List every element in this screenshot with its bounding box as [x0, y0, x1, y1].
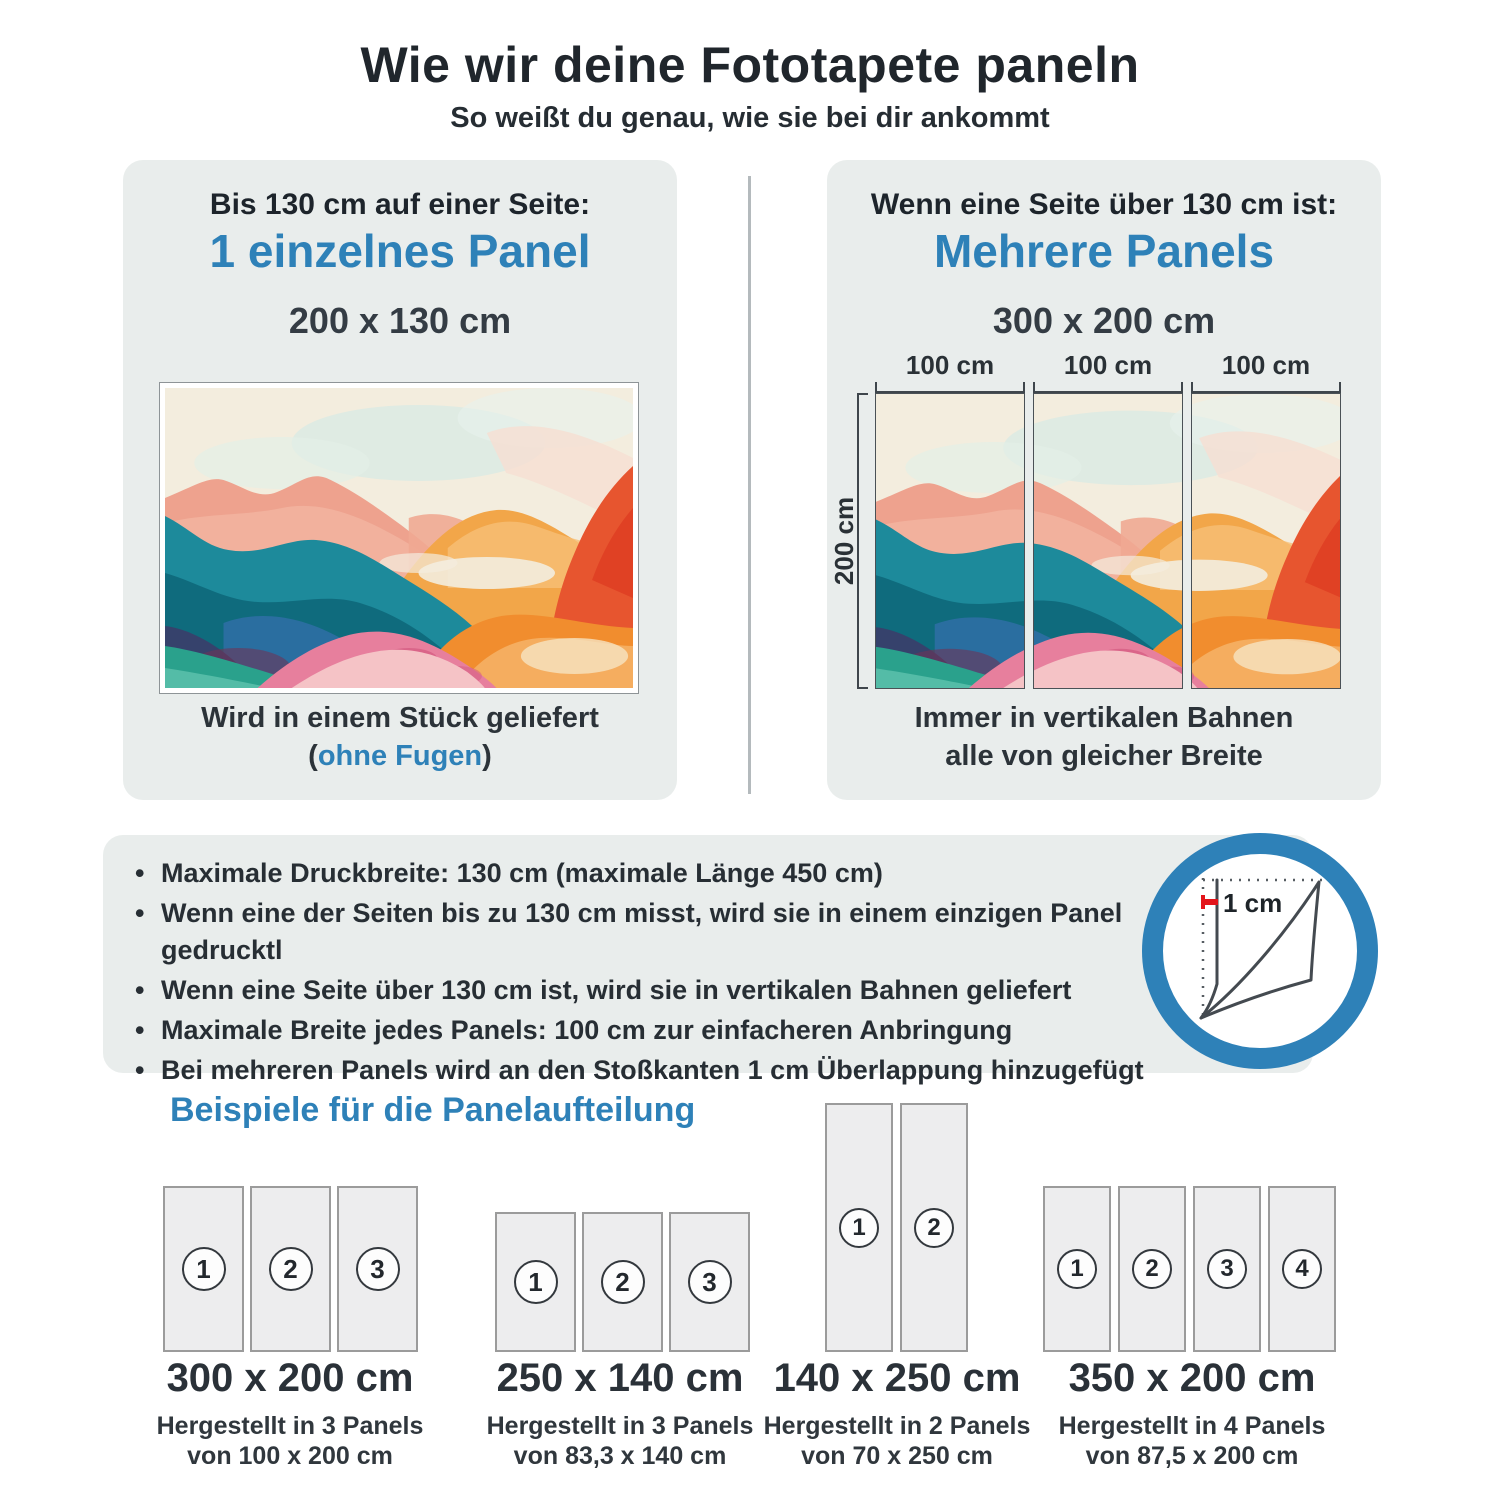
single-panel-condition: Bis 130 cm auf einer Seite: [209, 188, 591, 221]
wallpaper-panel-1 [875, 393, 1025, 689]
single-panel-result: 1 einzelnes Panel [209, 225, 591, 277]
watercolor-image-slice-2 [1033, 394, 1183, 688]
example-size: 140 x 250 cm [773, 1356, 1021, 1400]
bullet-dot: • [135, 1015, 145, 1045]
info-bullet-2: • Wenn eine der Seiten bis zu 130 cm misst, wird sie in einem einzigen Panel gedrucktl [135, 895, 1175, 969]
width-label-2: 100 cm [1063, 350, 1153, 380]
panel-number: 2 [914, 1208, 954, 1248]
panel-number: 1 [839, 1208, 879, 1248]
width-bracket-2 [1033, 382, 1183, 393]
examples-heading: Beispiele für die Panelaufteilung [170, 1091, 696, 1129]
bullet-dot: • [135, 1055, 145, 1085]
info-bullet-1: • Maximale Druckbreite: 130 cm (maximale Länge 450 cm) [135, 855, 1175, 892]
watercolor-image-slice-3 [1191, 394, 1341, 688]
bullet-dot: • [135, 858, 145, 888]
page-curl-icon [1179, 868, 1343, 1036]
panel-number: 2 [269, 1247, 313, 1291]
single-panel-card [123, 160, 677, 800]
caption-highlight: ohne Fugen [317, 740, 483, 772]
example-made-in: Hergestellt in 3 Panels [486, 1412, 754, 1440]
panel-number: 3 [688, 1260, 732, 1304]
example-of: von 100 x 200 cm [187, 1442, 393, 1470]
example-made-in: Hergestellt in 4 Panels [1058, 1412, 1326, 1440]
width-bracket-1 [875, 382, 1025, 393]
example-panel [337, 1186, 418, 1352]
page-title: Wie wir deine Fototapete paneln [360, 37, 1140, 93]
example-1-panels [163, 1186, 418, 1352]
example-panel [900, 1103, 968, 1352]
multi-panel-result: Mehrere Panels [933, 225, 1275, 277]
example-of: von 70 x 250 cm [801, 1442, 993, 1470]
wallpaper-panel-2 [1033, 393, 1183, 689]
single-panel-size: 200 x 130 cm [288, 300, 512, 341]
example-panel [250, 1186, 331, 1352]
panel-number: 4 [1282, 1249, 1322, 1289]
page-subtitle: So weißt du genau, wie sie bei dir ankommt [450, 102, 1050, 134]
example-panel [669, 1212, 750, 1352]
single-panel-caption-line2 [123, 740, 677, 773]
info-bullet-3: • Wenn eine Seite über 130 cm ist, wird sie in vertikalen Bahnen geliefert [135, 972, 1175, 1009]
multi-panel-size: 300 x 200 cm [992, 300, 1216, 341]
height-label: 200 cm [829, 496, 859, 586]
example-1-caption [140, 1356, 440, 1471]
example-panel [1268, 1186, 1336, 1352]
example-panel [1193, 1186, 1261, 1352]
example-of: von 87,5 x 200 cm [1085, 1442, 1299, 1470]
width-bracket-3 [1191, 382, 1341, 393]
multi-panel-caption-line1: Immer in vertikalen Bahnen [914, 702, 1294, 734]
single-panel-artwork [159, 382, 639, 694]
example-4-panels [1043, 1186, 1336, 1352]
panel-number: 1 [514, 1260, 558, 1304]
info-box [103, 835, 1313, 1085]
panel-number: 3 [356, 1247, 400, 1291]
overlap-label: 1 cm [1223, 888, 1283, 918]
bullet-dot: • [135, 898, 145, 928]
example-of: von 83,3 x 140 cm [513, 1442, 727, 1470]
example-panel [163, 1186, 244, 1352]
vertical-divider [748, 176, 751, 794]
panel-number: 2 [601, 1260, 645, 1304]
width-label-1: 100 cm [905, 350, 995, 380]
width-label-3: 100 cm [1221, 350, 1311, 380]
single-panel-caption-line1: Wird in einem Stück geliefert [201, 702, 599, 734]
example-panel [582, 1212, 663, 1352]
multi-panel-condition: Wenn eine Seite über 130 cm ist: [870, 188, 1338, 221]
multi-panel-caption-line2: alle von gleicher Breite [945, 740, 1263, 772]
example-size: 250 x 140 cm [496, 1356, 744, 1400]
example-panel [1043, 1186, 1111, 1352]
example-panel [495, 1212, 576, 1352]
example-made-in: Hergestellt in 3 Panels [156, 1412, 424, 1440]
example-2-panels [495, 1212, 750, 1352]
multi-panel-card [827, 160, 1381, 800]
watercolor-image-slice-1 [876, 394, 1025, 688]
example-2-caption [470, 1356, 770, 1471]
example-3-panels [825, 1103, 968, 1352]
info-bullet-list [135, 855, 1175, 1089]
example-size: 300 x 200 cm [166, 1356, 414, 1400]
panel-number: 2 [1132, 1249, 1172, 1289]
example-panel [825, 1103, 893, 1352]
paren-close: ) [482, 740, 492, 772]
example-4-caption [1042, 1356, 1342, 1471]
info-bullet-5: • Bei mehreren Panels wird an den Stoßkanten 1 cm Überlappung hinzugefügt [135, 1052, 1175, 1089]
example-3-caption [747, 1356, 1047, 1471]
panel-number: 1 [1057, 1249, 1097, 1289]
example-panel [1118, 1186, 1186, 1352]
overlap-badge [1142, 833, 1378, 1069]
watercolor-image [165, 388, 633, 688]
example-size: 350 x 200 cm [1068, 1356, 1316, 1400]
info-bullet-4: • Maximale Breite jedes Panels: 100 cm zur einfacheren Anbringung [135, 1012, 1175, 1049]
paren-open: ( [308, 740, 318, 772]
wallpaper-panel-3 [1191, 393, 1341, 689]
panel-number: 3 [1207, 1249, 1247, 1289]
panel-number: 1 [182, 1247, 226, 1291]
example-made-in: Hergestellt in 2 Panels [763, 1412, 1031, 1440]
bullet-dot: • [135, 975, 145, 1005]
